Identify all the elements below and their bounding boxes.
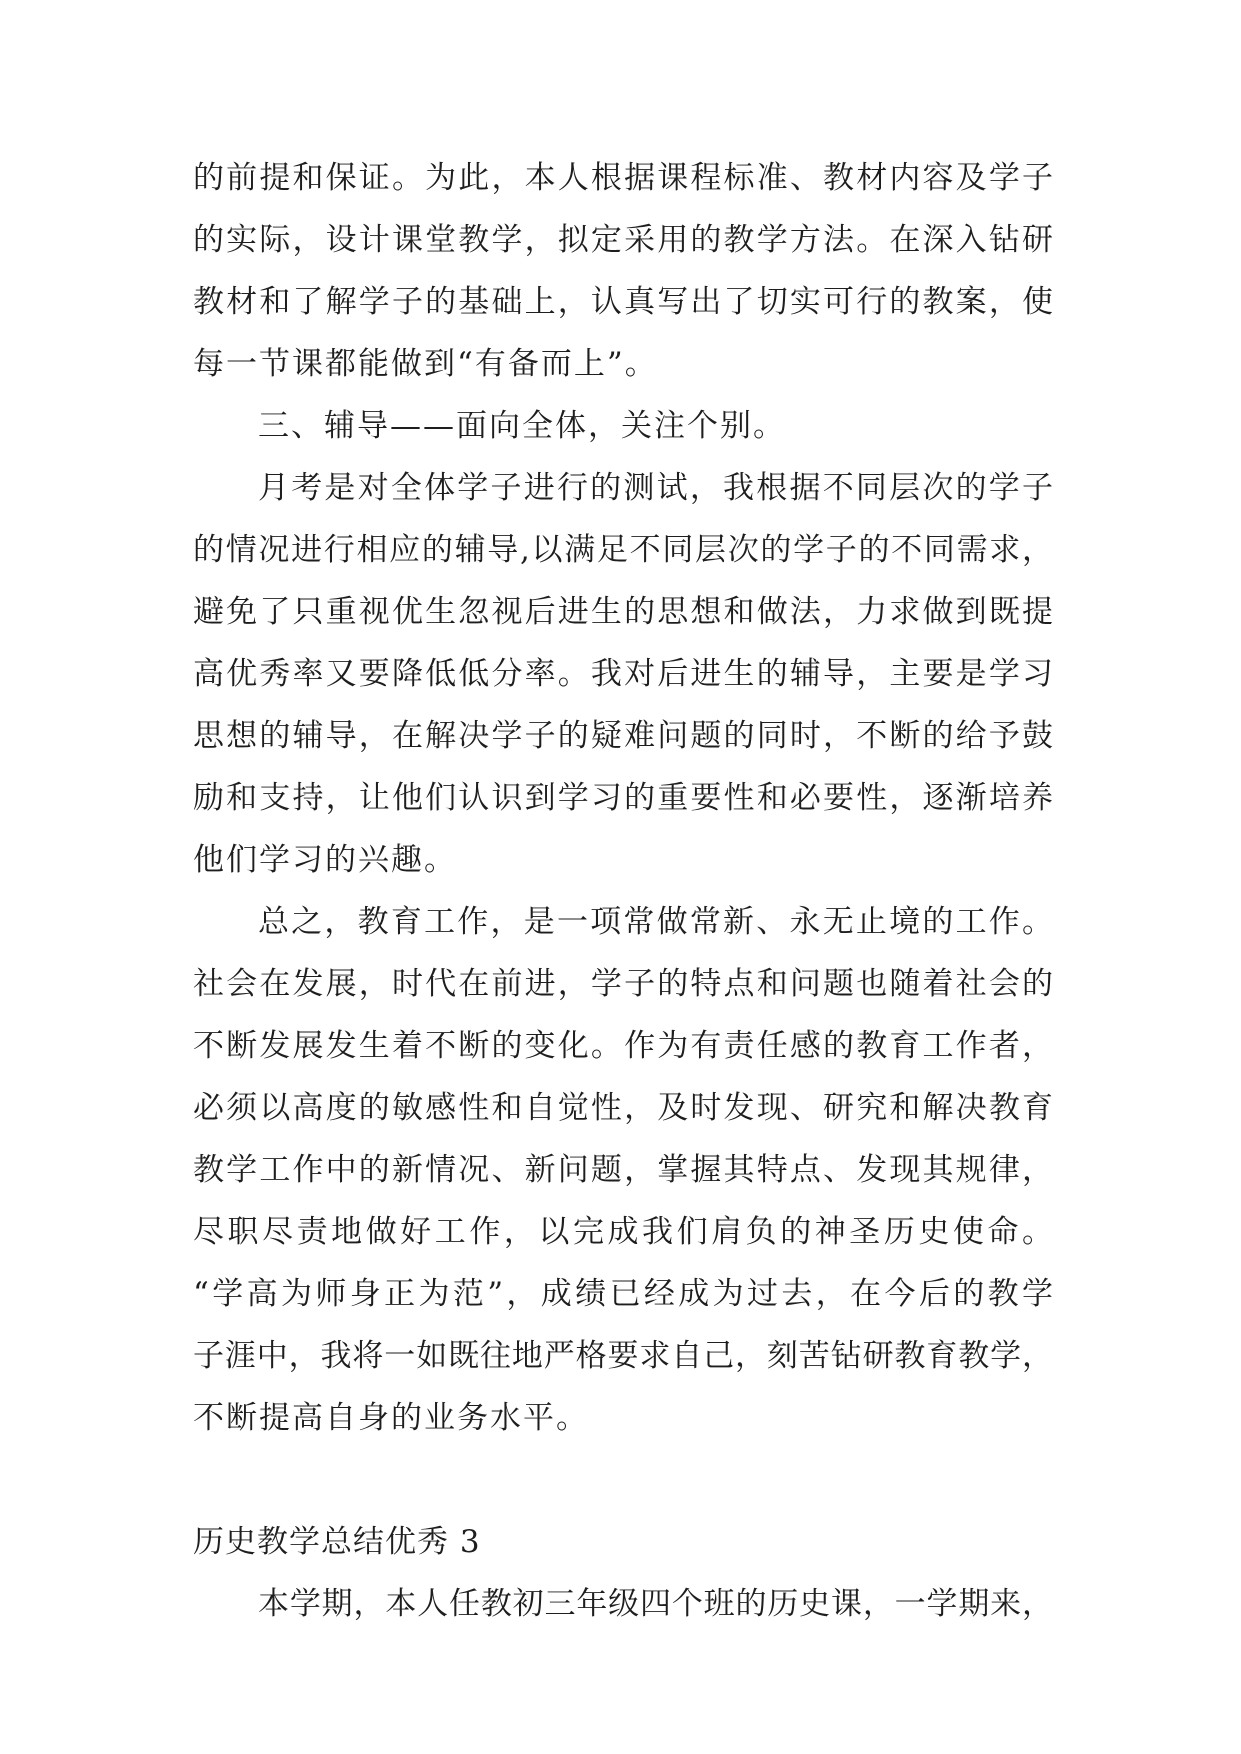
text-line: 不断发展发生着不断的变化。作为有责任感的教育工作者， bbox=[193, 1028, 1053, 1064]
text-line: 必须以高度的敏感性和自觉性，及时发现、研究和解决教育 bbox=[193, 1090, 1053, 1126]
text-line: 月考是对全体学子进行的测试，我根据不同层次的学子 bbox=[258, 470, 1053, 506]
text-line: 社会在发展，时代在前进，学子的特点和问题也随着社会的 bbox=[193, 966, 1053, 1002]
text-line: 的实际，设计课堂教学，拟定采用的教学方法。在深入钻研 bbox=[193, 222, 1053, 258]
text-line: 教学工作中的新情况、新问题，掌握其特点、发现其规律， bbox=[193, 1152, 1053, 1188]
text-line: 尽职尽责地做好工作，以完成我们肩负的神圣历史使命。 bbox=[193, 1214, 1053, 1250]
text-line: 思想的辅导，在解决学子的疑难问题的同时，不断的给予鼓 bbox=[193, 718, 1053, 754]
text-line: 避免了只重视优生忽视后进生的思想和做法，力求做到既提 bbox=[193, 594, 1053, 630]
section-title: 历史教学总结优秀 3 bbox=[193, 1524, 481, 1560]
text-line: 高优秀率又要降低低分率。我对后进生的辅导，主要是学习 bbox=[193, 656, 1053, 692]
text-line: 每一节课都能做到“有备而上”。 bbox=[193, 346, 658, 382]
text-line: 的前提和保证。为此，本人根据课程标准、教材内容及学子 bbox=[193, 160, 1053, 196]
text-line: 本学期，本人任教初三年级四个班的历史课，一学期来， bbox=[258, 1586, 1053, 1622]
text-line: “学高为师身正为范”，成绩已经成为过去，在今后的教学 bbox=[193, 1276, 1053, 1312]
text-line: 的情况进行相应的辅导,以满足不同层次的学子的不同需求， bbox=[193, 532, 1053, 568]
text-line: 励和支持，让他们认识到学习的重要性和必要性，逐渐培养 bbox=[193, 780, 1053, 816]
section-heading: 三、辅导——面向全体，关注个别。 bbox=[258, 408, 786, 444]
text-line: 他们学习的兴趣。 bbox=[193, 842, 457, 878]
text-line: 总之，教育工作，是一项常做常新、永无止境的工作。 bbox=[258, 904, 1053, 940]
text-line: 子涯中，我将一如既往地严格要求自己，刻苦钻研教育教学， bbox=[193, 1338, 1053, 1374]
text-line: 不断提高自身的业务水平。 bbox=[193, 1400, 589, 1436]
text-line: 教材和了解学子的基础上，认真写出了切实可行的教案，使 bbox=[193, 284, 1053, 320]
